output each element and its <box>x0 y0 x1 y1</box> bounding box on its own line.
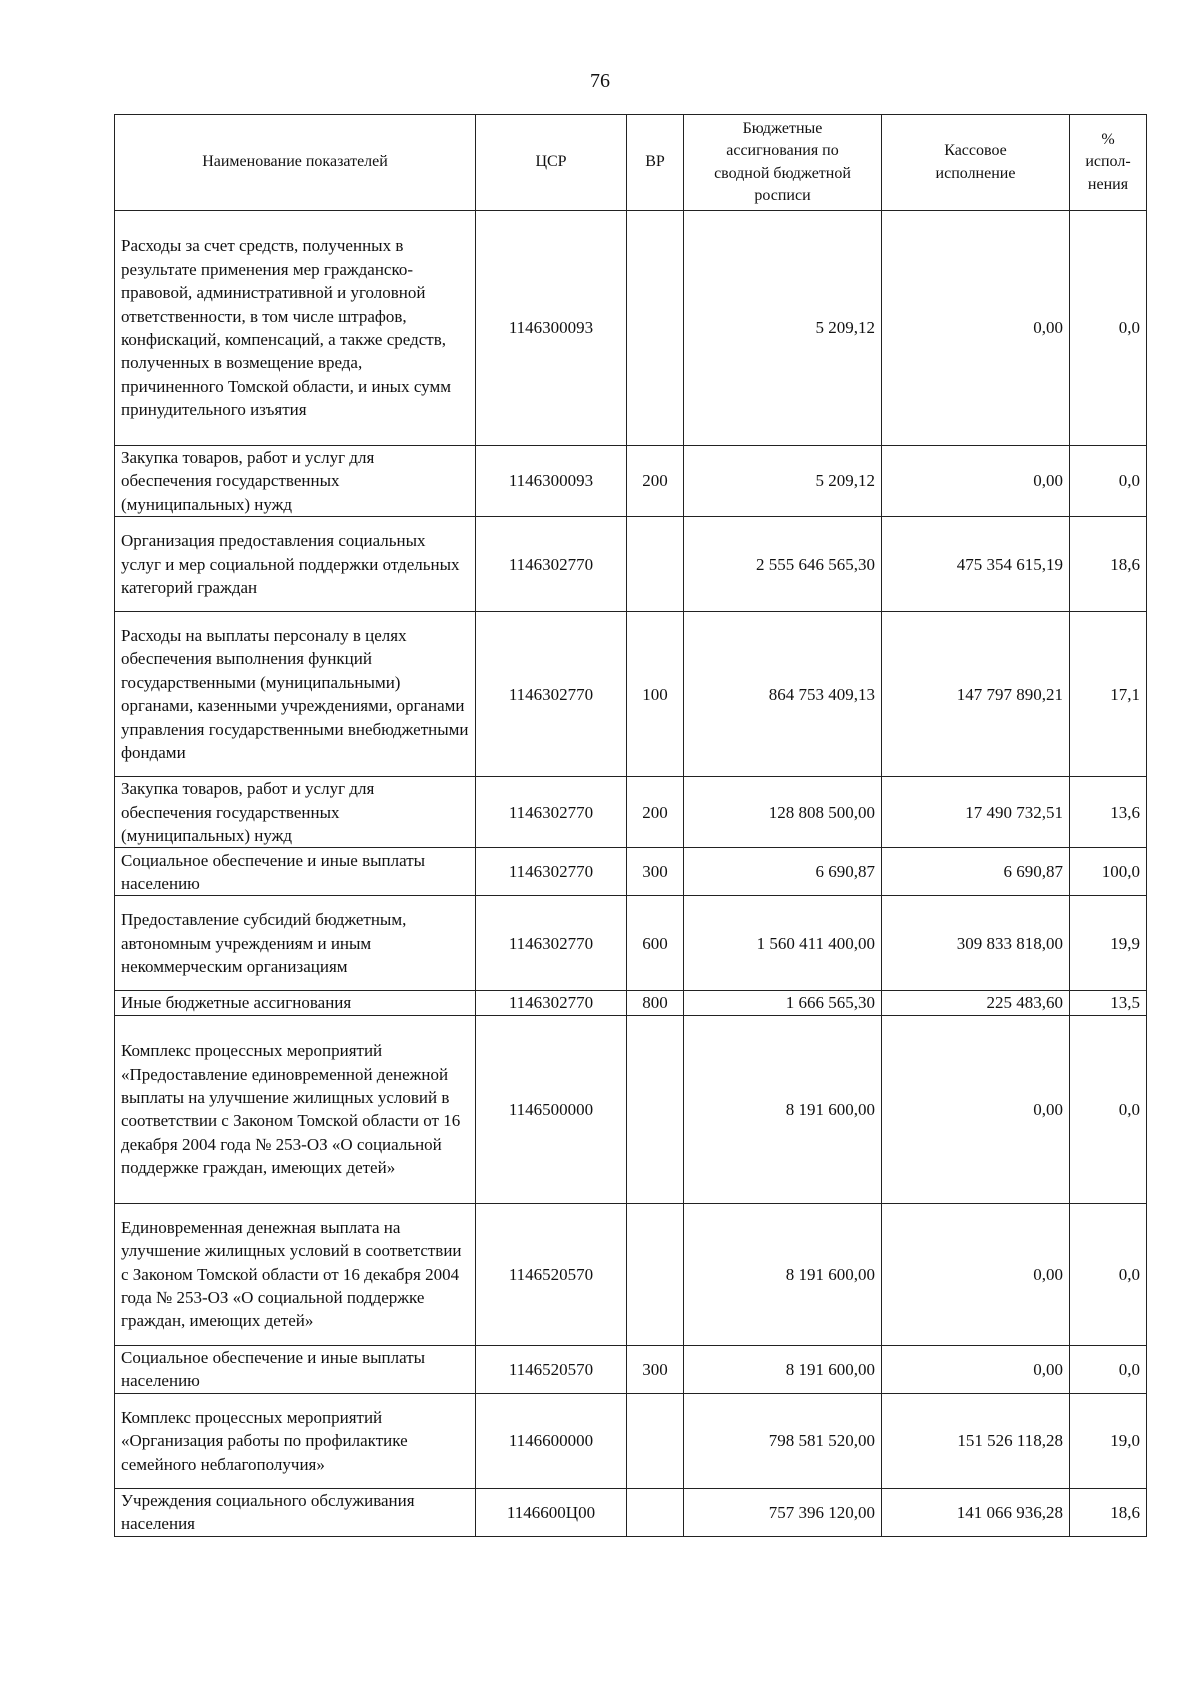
row-csr: 1146520570 <box>476 1345 627 1393</box>
header-budget: Бюджетные ассигнования по сводной бюджетной росписи <box>684 115 882 211</box>
table-row <box>115 446 1147 517</box>
row-cash: 0,00 <box>882 1345 1070 1393</box>
row-cash: 6 690,87 <box>882 848 1070 896</box>
row-percent: 0,0 <box>1070 211 1147 446</box>
row-csr: 1146302770 <box>476 517 627 612</box>
row-vr <box>627 211 684 446</box>
row-cash: 225 483,60 <box>882 991 1070 1015</box>
budget-execution-table <box>114 114 1147 1537</box>
row-percent: 18,6 <box>1070 1488 1147 1536</box>
row-csr: 1146520570 <box>476 1203 627 1345</box>
row-name: Социальное обеспечение и иные выплаты населению <box>115 848 476 896</box>
row-budget: 128 808 500,00 <box>684 777 882 848</box>
row-name: Предоставление субсидий бюджетным, автономным учреждениям и иным некоммерческим организациям <box>115 896 476 991</box>
row-budget: 1 560 411 400,00 <box>684 896 882 991</box>
row-csr: 1146302770 <box>476 991 627 1015</box>
row-cash: 151 526 118,28 <box>882 1393 1070 1488</box>
row-vr: 200 <box>627 777 684 848</box>
row-budget: 5 209,12 <box>684 446 882 517</box>
row-cash: 0,00 <box>882 1203 1070 1345</box>
table-row <box>115 1345 1147 1393</box>
row-name: Закупка товаров, работ и услуг для обеспечения государственных (муниципальных) нужд <box>115 777 476 848</box>
row-vr: 800 <box>627 991 684 1015</box>
row-percent: 0,0 <box>1070 1203 1147 1345</box>
row-name: Комплекс процессных мероприятий «Предоставление единовременной денежной выплаты на улучшение жилищных условий в соответствии с Законом Томской области от 16 декабря 2004 года № 253-ОЗ «О социальной поддержке граждан, имеющих детей» <box>115 1015 476 1203</box>
row-cash: 0,00 <box>882 446 1070 517</box>
table-row <box>115 1203 1147 1345</box>
row-budget: 6 690,87 <box>684 848 882 896</box>
row-budget: 1 666 565,30 <box>684 991 882 1015</box>
header-cash: Кассовое исполнение <box>882 115 1070 211</box>
row-percent: 19,9 <box>1070 896 1147 991</box>
row-name: Расходы на выплаты персоналу в целях обеспечения выполнения функций государственными (муниципальными) органами, казенными учреждениями, органами управления государственными внебюджетными фондами <box>115 612 476 777</box>
table-row <box>115 848 1147 896</box>
row-vr: 300 <box>627 848 684 896</box>
row-vr <box>627 1015 684 1203</box>
row-name: Закупка товаров, работ и услуг для обеспечения государственных (муниципальных) нужд <box>115 446 476 517</box>
row-budget: 2 555 646 565,30 <box>684 517 882 612</box>
row-csr: 1146302770 <box>476 896 627 991</box>
row-cash: 141 066 936,28 <box>882 1488 1070 1536</box>
row-budget: 798 581 520,00 <box>684 1393 882 1488</box>
header-name: Наименование показателей <box>115 115 476 211</box>
row-percent: 13,5 <box>1070 991 1147 1015</box>
row-percent: 0,0 <box>1070 446 1147 517</box>
row-csr: 1146302770 <box>476 777 627 848</box>
row-cash: 147 797 890,21 <box>882 612 1070 777</box>
row-vr: 200 <box>627 446 684 517</box>
row-cash: 0,00 <box>882 211 1070 446</box>
row-percent: 100,0 <box>1070 848 1147 896</box>
row-vr <box>627 1393 684 1488</box>
row-name: Учреждения социального обслуживания населения <box>115 1488 476 1536</box>
row-budget: 8 191 600,00 <box>684 1345 882 1393</box>
row-csr: 1146300093 <box>476 211 627 446</box>
row-vr <box>627 1488 684 1536</box>
header-percent: % испол-нения <box>1070 115 1147 211</box>
row-name: Иные бюджетные ассигнования <box>115 991 476 1015</box>
row-percent: 0,0 <box>1070 1345 1147 1393</box>
row-percent: 18,6 <box>1070 517 1147 612</box>
row-budget: 8 191 600,00 <box>684 1015 882 1203</box>
row-budget: 8 191 600,00 <box>684 1203 882 1345</box>
table-header-row <box>115 115 1147 211</box>
row-vr <box>627 1203 684 1345</box>
row-vr: 100 <box>627 612 684 777</box>
row-name: Комплекс процессных мероприятий «Организация работы по профилактике семейного неблагополучия» <box>115 1393 476 1488</box>
row-csr: 1146600000 <box>476 1393 627 1488</box>
row-budget: 5 209,12 <box>684 211 882 446</box>
row-percent: 19,0 <box>1070 1393 1147 1488</box>
row-csr: 1146302770 <box>476 848 627 896</box>
row-name: Организация предоставления социальных услуг и мер социальной поддержки отдельных категорий граждан <box>115 517 476 612</box>
row-percent: 13,6 <box>1070 777 1147 848</box>
row-cash: 17 490 732,51 <box>882 777 1070 848</box>
row-name: Единовременная денежная выплата на улучшение жилищных условий в соответствии с Законом Томской области от 16 декабря 2004 года № 253-ОЗ «О социальной поддержке граждан, имеющих детей» <box>115 1203 476 1345</box>
row-name: Расходы за счет средств, полученных в результате применения мер гражданско-правовой, административной и уголовной ответственности, в том числе штрафов, конфискаций, компенсаций, а также средств, полученных в возмещение вреда, причиненного Томской области, и иных сумм принудительного изъятия <box>115 211 476 446</box>
row-cash: 0,00 <box>882 1015 1070 1203</box>
table-row <box>115 1393 1147 1488</box>
row-percent: 17,1 <box>1070 612 1147 777</box>
row-csr: 1146302770 <box>476 612 627 777</box>
header-vr: ВР <box>627 115 684 211</box>
table-row <box>115 777 1147 848</box>
table-row <box>115 1015 1147 1203</box>
row-percent: 0,0 <box>1070 1015 1147 1203</box>
header-csr: ЦСР <box>476 115 627 211</box>
row-csr: 1146500000 <box>476 1015 627 1203</box>
table-row <box>115 896 1147 991</box>
table-row <box>115 211 1147 446</box>
table-row <box>115 612 1147 777</box>
table-row <box>115 1488 1147 1536</box>
table-row <box>115 991 1147 1015</box>
row-csr: 1146600Ц00 <box>476 1488 627 1536</box>
row-vr <box>627 517 684 612</box>
row-csr: 1146300093 <box>476 446 627 517</box>
row-name: Социальное обеспечение и иные выплаты населению <box>115 1345 476 1393</box>
row-budget: 757 396 120,00 <box>684 1488 882 1536</box>
row-vr: 300 <box>627 1345 684 1393</box>
row-vr: 600 <box>627 896 684 991</box>
row-cash: 475 354 615,19 <box>882 517 1070 612</box>
table-row <box>115 517 1147 612</box>
page-number: 76 <box>590 70 610 92</box>
row-budget: 864 753 409,13 <box>684 612 882 777</box>
row-cash: 309 833 818,00 <box>882 896 1070 991</box>
